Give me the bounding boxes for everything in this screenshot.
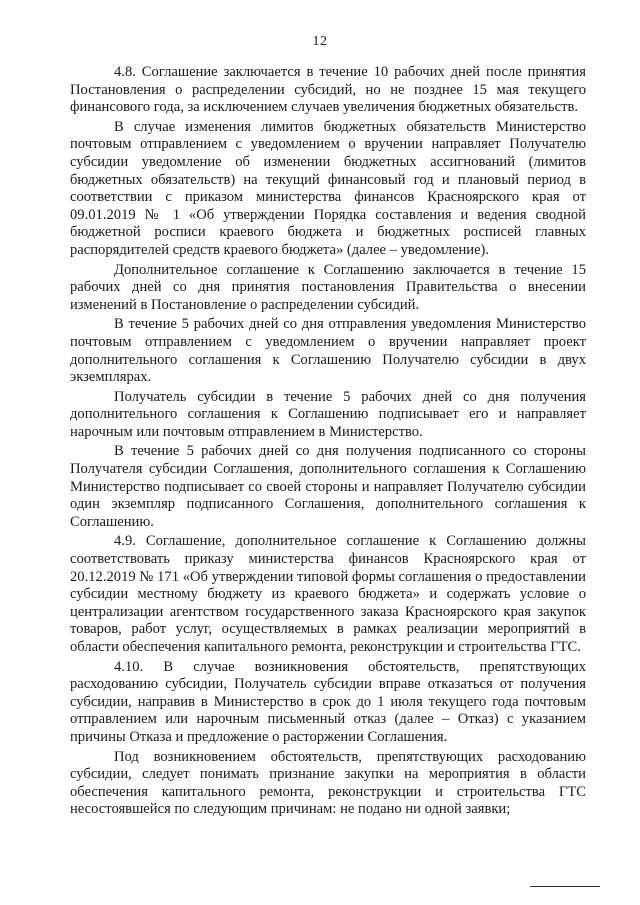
paragraph-notification-period: В течение 5 рабочих дней со дня отправления уведомления Министерство почтовым отправлением с уведомлением о вручении направляет проект дополнительного соглашения к Соглашению Получателю субсидии в двух экземплярах. <box>70 316 586 386</box>
paragraph-ministry-signing: В течение 5 рабочих дней со дня получения подписанного со стороны Получателя субсидии Соглашения, дополнительного соглашения к Соглашению Министерство подписывает со своей стороны и направляет Получателю субсидии один экземпляр подписанного Соглашения, дополнительного соглашения к Соглашению. <box>70 443 586 530</box>
paragraph-limits-change: В случае изменения лимитов бюджетных обязательств Министерство почтовым отправлением с уведомлением о вручении направляет Получателю субсидии уведомление об изменении бюджетных ассигнований (лимитов бюджетных обязательств) на текущий финансовый год и плановый период в соответствии с приказом министерства финансов Красноярского края от 09.01.2019 № 1 «Об утверждении Порядка составления и ведения сводной бюджетной росписи краевого бюджета и бюджетных росписей главных распорядителей средств краевого бюджета» (далее – уведомление). <box>70 118 586 258</box>
page-number: 12 <box>312 34 328 49</box>
paragraph-recipient-signing: Получатель субсидии в течение 5 рабочих дней со дня получения дополнительного соглашения к Соглашению подписывает его и направляет нарочным или почтовым отправлением в Министерство. <box>70 388 586 440</box>
paragraph-additional-agreement: Дополнительное соглашение к Соглашению заключается в течение 15 рабочих дней со дня принятия постановления Правительства о внесении изменений в Постановление о распределении субсидий. <box>70 261 586 313</box>
footer-rule <box>530 886 600 887</box>
paragraph-obstacles: Под возникновением обстоятельств, препятствующих расходованию субсидии, следует понимать признание закупки на мероприятия в области обеспечения капитального ремонта, реконструкции и строительства ГТС несостоявшейся по следующим причинам: не подано ни одной заявки; <box>70 748 586 818</box>
paragraph-4-8: 4.8. Соглашение заключается в течение 10 рабочих дней после принятия Постановления о распределении субсидий, но не позднее 15 мая текущего финансового года, за исключением случаев увеличения бюджетных обязательств. <box>70 64 586 116</box>
paragraph-4-9: 4.9. Соглашение, дополнительное соглашение к Соглашению должны соответствовать приказу министерства финансов Красноярского края от 20.12.2019 № 171 «Об утверждении типовой формы соглашения о предоставлении субсидии местному бюджету из краевого бюджета» и содержать условие о централизации агентством государственного заказа Красноярского края закупок товаров, работ услуг, осуществляемых в рамках реализации мероприятий в области обеспечения капитального ремонта, реконструкции и строительства ГТС. <box>70 533 586 655</box>
document-body <box>70 64 586 821</box>
paragraph-4-10: 4.10. В случае возникновения обстоятельств, препятствующих расходованию субсидии, Получатель субсидии вправе отказаться от получения субсидии, направив в Министерство в срок до 1 июля текущего года почтовым отправлением или нарочным письменный отказ (далее – Отказ) с указанием причины Отказа и предложение о расторжении Соглашения. <box>70 658 586 745</box>
